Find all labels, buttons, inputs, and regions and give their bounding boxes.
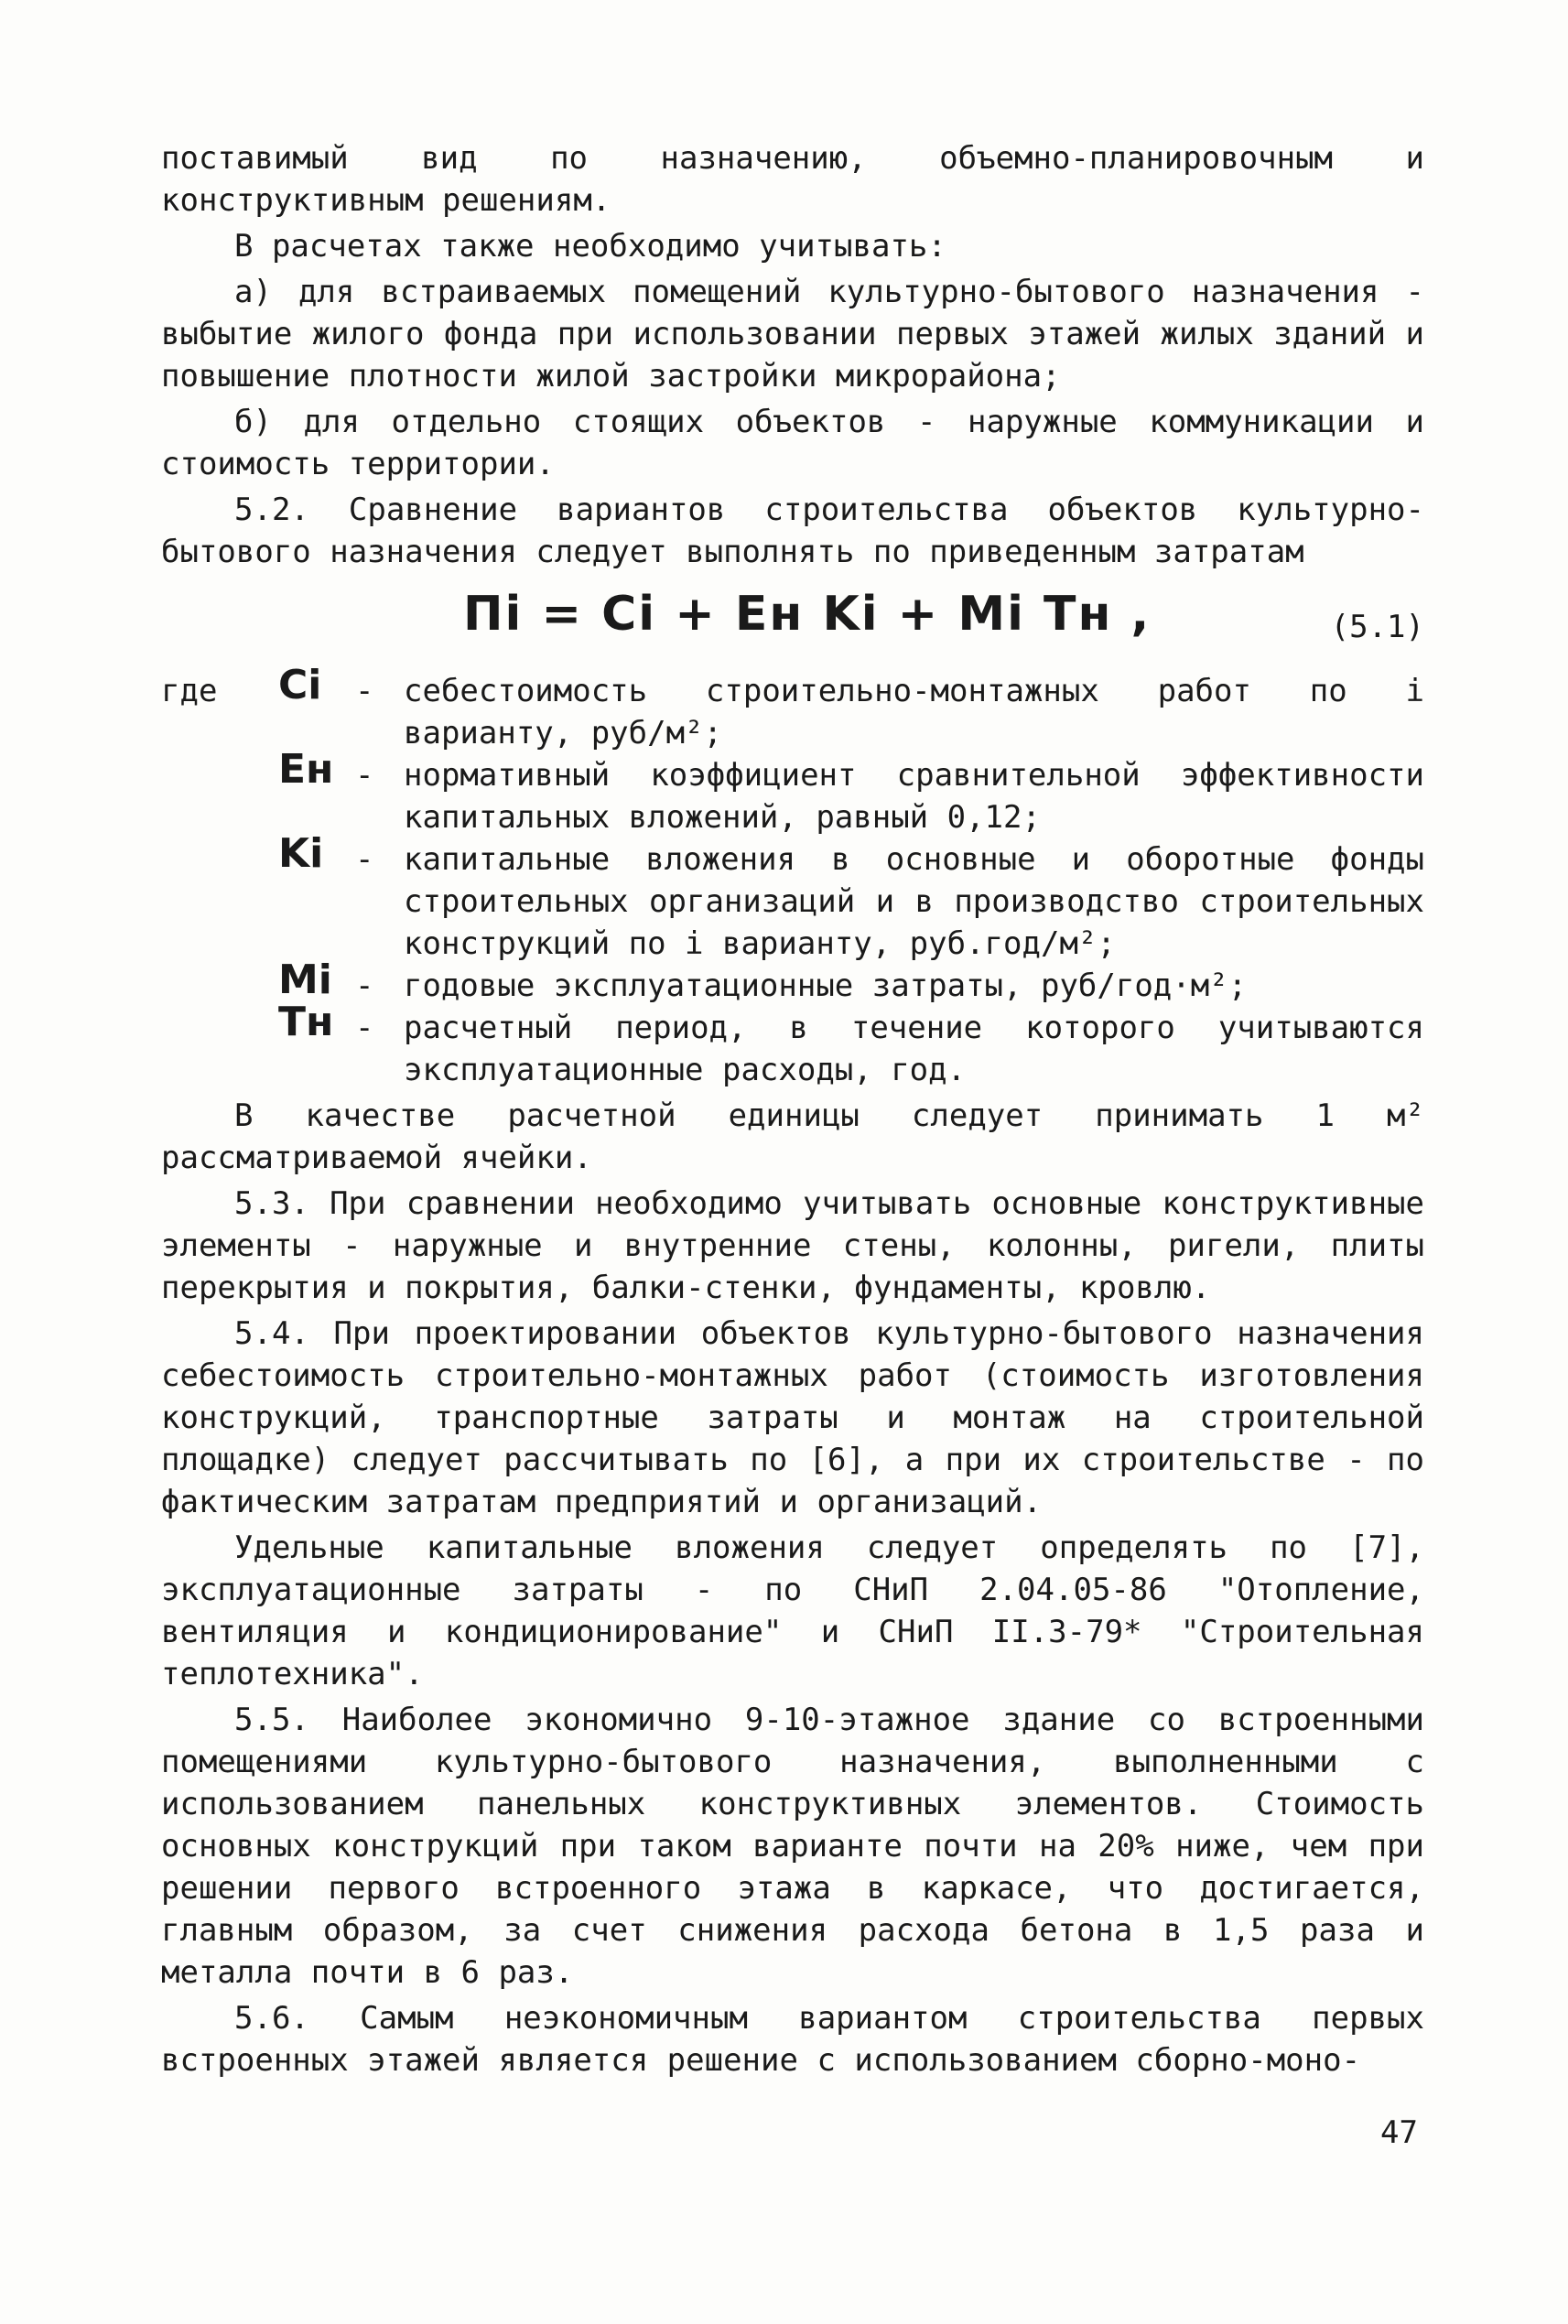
section-5-5: 5.5. Наиболее экономично 9-10-этажное здание со встроенными помещениями культурно-бытового назначения, выполненными с использованием панельных конструктивных элементов. Стоимость основных конструкций при таком варианте почти на 20% ниже, чем при решении первого встроенного этажа в каркасе, что достигается, главным образом, за счет снижения расхода бетона в 1,5 раза и металла почти в 6 раз. (161, 1702, 1424, 1991)
definition-dash: - (355, 1010, 374, 1046)
definition-text: капитальные вложения в основные и оборотные фонды строительных организаций и в производство строительных конструкций по i варианту, руб.год/м²; (404, 841, 1424, 962)
formula-number: (5.1) (1330, 609, 1424, 645)
paragraph-item-b: б) для отдельно стоящих объектов - наружные коммуникации и стоимость территории. (161, 404, 1424, 482)
formula-5-1 (161, 582, 1424, 666)
section-5-6: 5.6. Самым неэкономичным вариантом строительства первых встроенных этажей является решение с использованием сборно-моно- (161, 2000, 1424, 2079)
paragraph-item-a: а) для встраиваемых помещений культурно-бытового назначения - выбытие жилого фонда при использовании первых этажей жилых зданий и повышение плотности жилой застройки микрорайона; (161, 274, 1424, 395)
document-page (161, 137, 1424, 2081)
definition-text: нормативный коэффициент сравнительной эффективности капитальных вложений, равный 0,12; (404, 757, 1424, 836)
paragraph: В качестве расчетной единицы следует принимать 1 м² рассматриваемой ячейки. (161, 1097, 1424, 1176)
paragraph: поставимый вид по назначению, объемно-планировочным и конструктивным решениям. (161, 140, 1424, 219)
section-5-2: 5.2. Сравнение вариантов строительства объектов культурно-бытового назначения следует выполнять по приведенным затратам (161, 492, 1424, 570)
definition-text: расчетный период, в течение которого учитываются эксплуатационные расходы, год. (404, 1010, 1424, 1088)
definition-text: годовые эксплуатационные затраты, руб/год·м²; (404, 967, 1248, 1004)
paragraph: В расчетах также необходимо учитывать: (234, 228, 946, 265)
definition-item (161, 830, 1424, 965)
definition-text: себестоимость строительно-монтажных работ по i варианту, руб/м²; (404, 673, 1424, 751)
definition-symbol: Eн (278, 746, 334, 793)
definition-dash: - (355, 673, 374, 709)
definition-item (161, 746, 1424, 838)
definition-dash: - (355, 757, 374, 794)
page-number: 47 (1380, 2114, 1418, 2151)
definition-symbol: Mi (278, 957, 332, 1003)
definition-symbol: Ki (278, 830, 324, 877)
definition-item (161, 999, 1424, 1091)
definition-symbol: Тн (278, 999, 334, 1045)
definition-item (161, 957, 1424, 1007)
where-label: где (161, 673, 218, 709)
formula-expression: Пi = Ci + Eн Ki + Mi Tн , (463, 587, 1152, 642)
definition-symbol: Ci (278, 662, 322, 708)
section-5-3: 5.3. При сравнении необходимо учитывать основные конструктивные элементы - наружные и внутренние стены, колонны, ригели, плиты перекрытия и покрытия, балки-стенки, фундаменты, кровлю. (161, 1185, 1424, 1306)
definition-dash: - (355, 841, 374, 878)
definition-item (161, 662, 1424, 754)
section-5-4: 5.4. При проектировании объектов культурно-бытового назначения себестоимость строительно-монтажных работ (стоимость изготовления конструкций, транспортные затраты и монтаж на строительной площадке) следует рассчитывать по [6], а при их строительстве - по фактическим затратам предприятий и организаций. (161, 1315, 1424, 1520)
definition-dash: - (355, 967, 374, 1004)
paragraph: Удельные капитальные вложения следует определять по [7], эксплуатационные затраты - по СНиП 2.04.05-86 "Отопление, вентиляция и кондиционирование" и СНиП II.3-79* "Строительная теплотехника". (161, 1530, 1424, 1692)
